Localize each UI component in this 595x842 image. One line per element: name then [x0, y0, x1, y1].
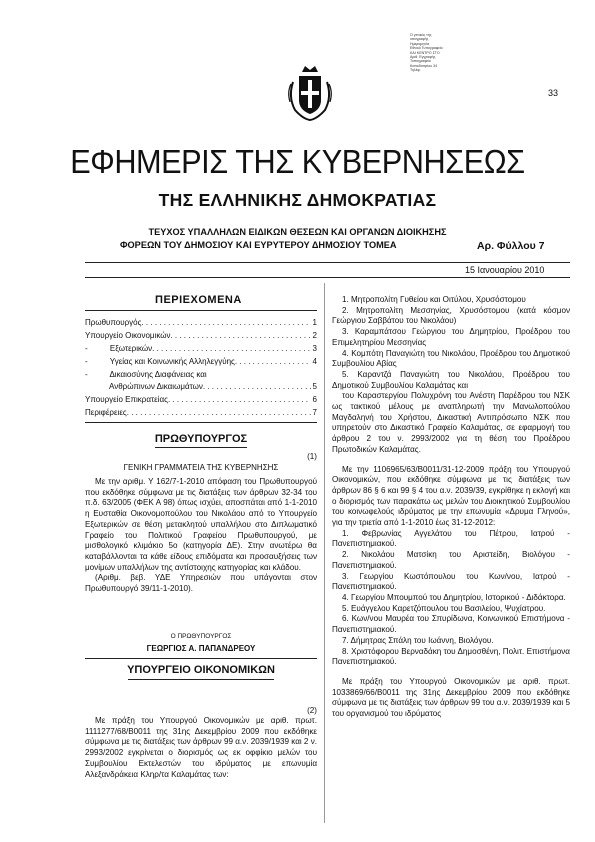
list-item: 5. Καραντζά Παναγιώτη του Νικολάου, Προέδρου του Δημοτικού Συμβουλίου Καλαμάτας και: [332, 369, 570, 390]
toc-label: Υπουργείο Οικονομικών: [85, 331, 171, 340]
toc-row[interactable]: [85, 318, 317, 328]
paragraph: (Αριθμ. βεβ. ΥΔΕ Υπηρεσιών που υπάγονται στον Πρωθυπουργό 39/11-1-2010).: [85, 573, 317, 594]
stamp-line: Εθνικό Τυπογραφείο: [410, 46, 443, 51]
gazette-subtitle: ΤΗΣ ΕΛΛΗΝΙΚΗΣ ΔΗΜΟΚΡΑΤΙΑΣ: [158, 190, 437, 210]
toc-row[interactable]: [85, 357, 317, 367]
gazette-title: ΕΦΗΜΕΡΙΣ ΤΗΣ ΚΥΒΕΡΝΗΣΕΩΣ: [70, 143, 525, 180]
toc-dots: [203, 382, 311, 392]
list-item: 4. Γεωργίου Μπουμπού του Δημητρίου, Ιστορικού - Διδάκτορα.: [342, 592, 566, 602]
signature-role: Ο ΠΡΩΘΥΠΟΥΡΓΟΣ: [170, 633, 232, 640]
list-item: 4. Κομπότη Παναγιώτη του Νικολάου, Προέδρου του Δημοτικού Συμβουλίου Αβίας: [332, 348, 570, 369]
registration-stamp: [410, 33, 472, 73]
list-item: 5. Ευάγγελου Καρετζόπουλου του Βασιλείου, Ψυχίατρου.: [342, 603, 546, 613]
toc-title: ΠΕΡΙΕΧΟΜΕΝΑ: [155, 294, 242, 306]
toc-row[interactable]: [85, 382, 317, 392]
right-column: [332, 295, 570, 720]
toc-dots: [141, 318, 310, 328]
toc-page: 6: [312, 395, 317, 404]
page-number: 33: [548, 88, 559, 98]
decision-text: [85, 716, 317, 780]
paragraph: Με την 1106965/63/Β0011/31-12-2009 πράξη του Υπουργού Οικονομικών, που εκδόθηκε σύμφωνα με τις διατάξεις των άρθρων 86 § 6 και 99 § 4 του α.ν. 2039/39, εγκρίθηκε η εκλογή και ο διορισμός των παρακάτω ως μελών του Διοικητικού Συμβουλίου του κοινωφελούς ιδρύματος με την επωνυμία «Δρυμα Γληνού», για την τριετία από 1-1-2010 έως 31-12-2012:: [332, 464, 570, 528]
toc-dots: [170, 331, 310, 341]
stamp-line: υπογραφής: [410, 37, 429, 42]
stamp-line: Καποδιστρίου 34: [410, 63, 438, 68]
decision-number: (1): [307, 452, 317, 461]
list-item: 2. Μητροπολίτη Μεσσηνίας, Χρυσόστομου (κατά κόσμον Γεώργιου Σαββάτου του Νικολάου): [332, 305, 570, 326]
section-ministry-finance: ΥΠΟΥΡΓΕΙΟ ΟΙΚΟΝΟΜΙΚΩΝ: [127, 664, 275, 676]
signature-name: ΓΕΩΡΓΙΟΣ Α. ΠΑΠΑΝΔΡΕΟΥ: [146, 644, 256, 653]
list-item: 7. Δήμητρας Σπάλη του Ιωάννη, Βιολόγου.: [342, 635, 494, 645]
stamp-line: Ημερομηνία: [410, 41, 430, 46]
toc-dots: [127, 408, 311, 418]
list-item: 1. Φεβρωνίας Αγγελάτου του Πέτρου, Ιατρού - Πανεπιστημιακού.: [332, 528, 570, 549]
toc-row[interactable]: [85, 370, 317, 380]
stamp-line: Ο γενικός της: [410, 33, 432, 37]
section-prime-minister: ΠΡΩΘΥΠΟΥΡΓΟΣ: [154, 433, 248, 445]
stamp-line: Τυπογραφείο: [410, 59, 431, 64]
list-item: 2. Νικολάου Ματσίκη του Αριστείδη, Βιολόγου - Πανεπιστημιακού.: [332, 550, 570, 570]
section-underline: [155, 447, 247, 448]
paragraph: Με την αριθμ. Υ 162/7-1-2010 απόφαση του Πρωθυπουργού που εκδόθηκε σύμφωνα με τις διατάξεις των άρθρων 32-34 του π.δ. 63/2005 (ΦΕΚ Α 98) όπως ισχύει, αποσπάται από 1-1-2010 η Ευσταθία Οικονομοπούλου του Νικολάου από το Υπουργείο Εξωτερικών σε θέση μετακλητού υπαλλήλου στο Διπλωματικό Γραφείο του Πολιτικού Γραφείου Πρωθυπουργού, με μισθολογικό κλιμάκιο 5ο (κατηγορία ΔΕ). Στην ανωτέρω θα καταβάλλονται τα κάθε είδους επιδόματα και προσαυξήσεις των μονίμων υπαλλήλων της αντίστοιχης κατηγορίας και κλάδου.: [85, 477, 317, 572]
toc-page: 7: [312, 408, 317, 417]
toc-label: Περιφέρειες: [85, 408, 127, 417]
decision-number: (2): [307, 706, 317, 715]
toc-divider: [85, 310, 317, 311]
issue-number: Αρ. Φύλλου 7: [477, 240, 545, 252]
list-item: 1. Μητροπολίτη Γυθείου και Οιτύλου, Χρυσόστομου: [342, 295, 526, 304]
greek-coat-of-arms-icon: [285, 62, 335, 122]
section-divider: [85, 658, 317, 659]
toc-dots: [152, 344, 310, 354]
toc-page: 4: [312, 357, 317, 366]
toc-label: - Δικαιοσύνης Διαφάνειας και: [85, 370, 207, 379]
stamp-line: Αριθ. Εγγραφής: [410, 55, 436, 60]
date-divider: [85, 277, 570, 278]
toc-label: - Υγείας και Κοινωνικής Αλληλεγγύης: [85, 357, 235, 366]
decision-text: [85, 477, 317, 595]
toc-label: Ανθρώπινων Δικαιωμάτων: [85, 382, 203, 391]
list-item: 3. Καραμπάτσου Γεώργιου του Δημητρίου, Προέδρου του Επιμελητηρίου Μεσσηνίας: [332, 327, 570, 347]
general-secretariat: ΓΕΝΙΚΗ ΓΡΑΜΜΑΤΕΙΑ ΤΗΣ ΚΥΒΕΡΝΗΣΗΣ: [123, 463, 279, 472]
series-line-1: ΤΕΥΧΟΣ ΥΠΑΛΛΗΛΩΝ ΕΙΔΙΚΩΝ ΘΕΣΕΩΝ ΚΑΙ ΟΡΓΑΝΩΝ ΔΙΟΙΚΗΣΗΣ: [148, 227, 447, 237]
toc-page: 1: [312, 318, 317, 327]
header-divider: [85, 262, 570, 263]
list-item: του Καραστεργίου Πολυχρόνη του Ανέστη Παρέδρου του ΝΣΚ ως τακτικού μέλους με αναπληρωτή την Μανωλοπούλου Μαγδαληνή του Χρήστου, Δικαστική Αντιπρόσωπο ΝΣΚ που υπηρετούν στο Δικαστικό Γραφείο Καλαμάτας, σε εφαρμογή του άρθρου 2 του ν. 2993/2002 για τη θέση του Προέδρου Πρωτοδικών Καλαμάτας.: [332, 391, 570, 454]
toc-row[interactable]: [85, 408, 317, 418]
toc-label: - Εξωτερικών: [85, 344, 153, 353]
stamp-line: Τηλέφ.: [410, 68, 421, 73]
toc-page: 5: [312, 382, 317, 391]
stamp-line: ΚΑΙ ΚΕΝΤΡΟ ΣΤΟ: [410, 50, 440, 55]
paragraph: Με πράξη του Υπουργού Οικονομικών με αριθ. πρωτ. 1033869/66/Β0011 της 31ης Δεκεμβρίου 2009 που εκδόθηκε σύμφωνα με τις διατάξεις των άρθρων 99 του α.ν. 2039/1939 και 5 του οργανισμού του ιδρύματος: [332, 676, 570, 719]
column-divider: [324, 283, 325, 823]
list-item: 6. Κων/νου Μαυρέα του Σπυρίδωνα, Κοινωνικού Επιστήμονα - Πανεπιστημιακού.: [332, 614, 570, 635]
toc-dots: [235, 357, 311, 367]
toc-row[interactable]: [85, 395, 317, 405]
series-line-2: ΦΟΡΕΩΝ ΤΟΥ ΔΗΜΟΣΙΟΥ ΚΑΙ ΕΥΡΥΤΕΡΟΥ ΔΗΜΟΣΙΟΥ ΤΟΜΕΑ: [120, 240, 397, 250]
toc-label: Υπουργείο Επικρατείας: [85, 395, 168, 404]
section-underline: [128, 679, 274, 680]
toc-row[interactable]: [85, 331, 317, 341]
toc-bottom-divider: [85, 422, 317, 423]
list-item: 8. Χριστόφορου Βερναδάκη του Δημοσθένη, Πολιτ. Επιστήμονα Πανεπιστημιακού.: [332, 646, 570, 667]
toc-dots: [168, 395, 311, 405]
issue-date: 15 Ιανουαρίου 2010: [465, 265, 545, 275]
paragraph: Με πράξη του Υπουργού Οικονομικών με αριθ. πρωτ. 1111277/68/Β0011 της 31ης Δεκεμβρίου 2009 που εκδόθηκε σύμφωνα με τις διατάξεις των άρθρων 99 α.ν. 2039/1939 και 2 ν. 2993/2002 εγκρίνεται ο διορισμός ως εκ οφφίκιο μελών του Συμβουλίου Εκτελεστών του ιδρύματος με επωνυμία Αλεξανδράκεια Κληρ/τα Καλαμάτας των:: [85, 716, 317, 779]
toc-page: 2: [312, 331, 317, 340]
toc-label: Πρωθυπουργός: [85, 318, 142, 327]
toc-row[interactable]: [85, 344, 317, 354]
toc-page: 3: [312, 344, 317, 353]
list-item: 3. Γεωργίου Κωστόπουλου του Κων/νου, Ιατρού - Πανεπιστημιακού.: [332, 571, 570, 592]
